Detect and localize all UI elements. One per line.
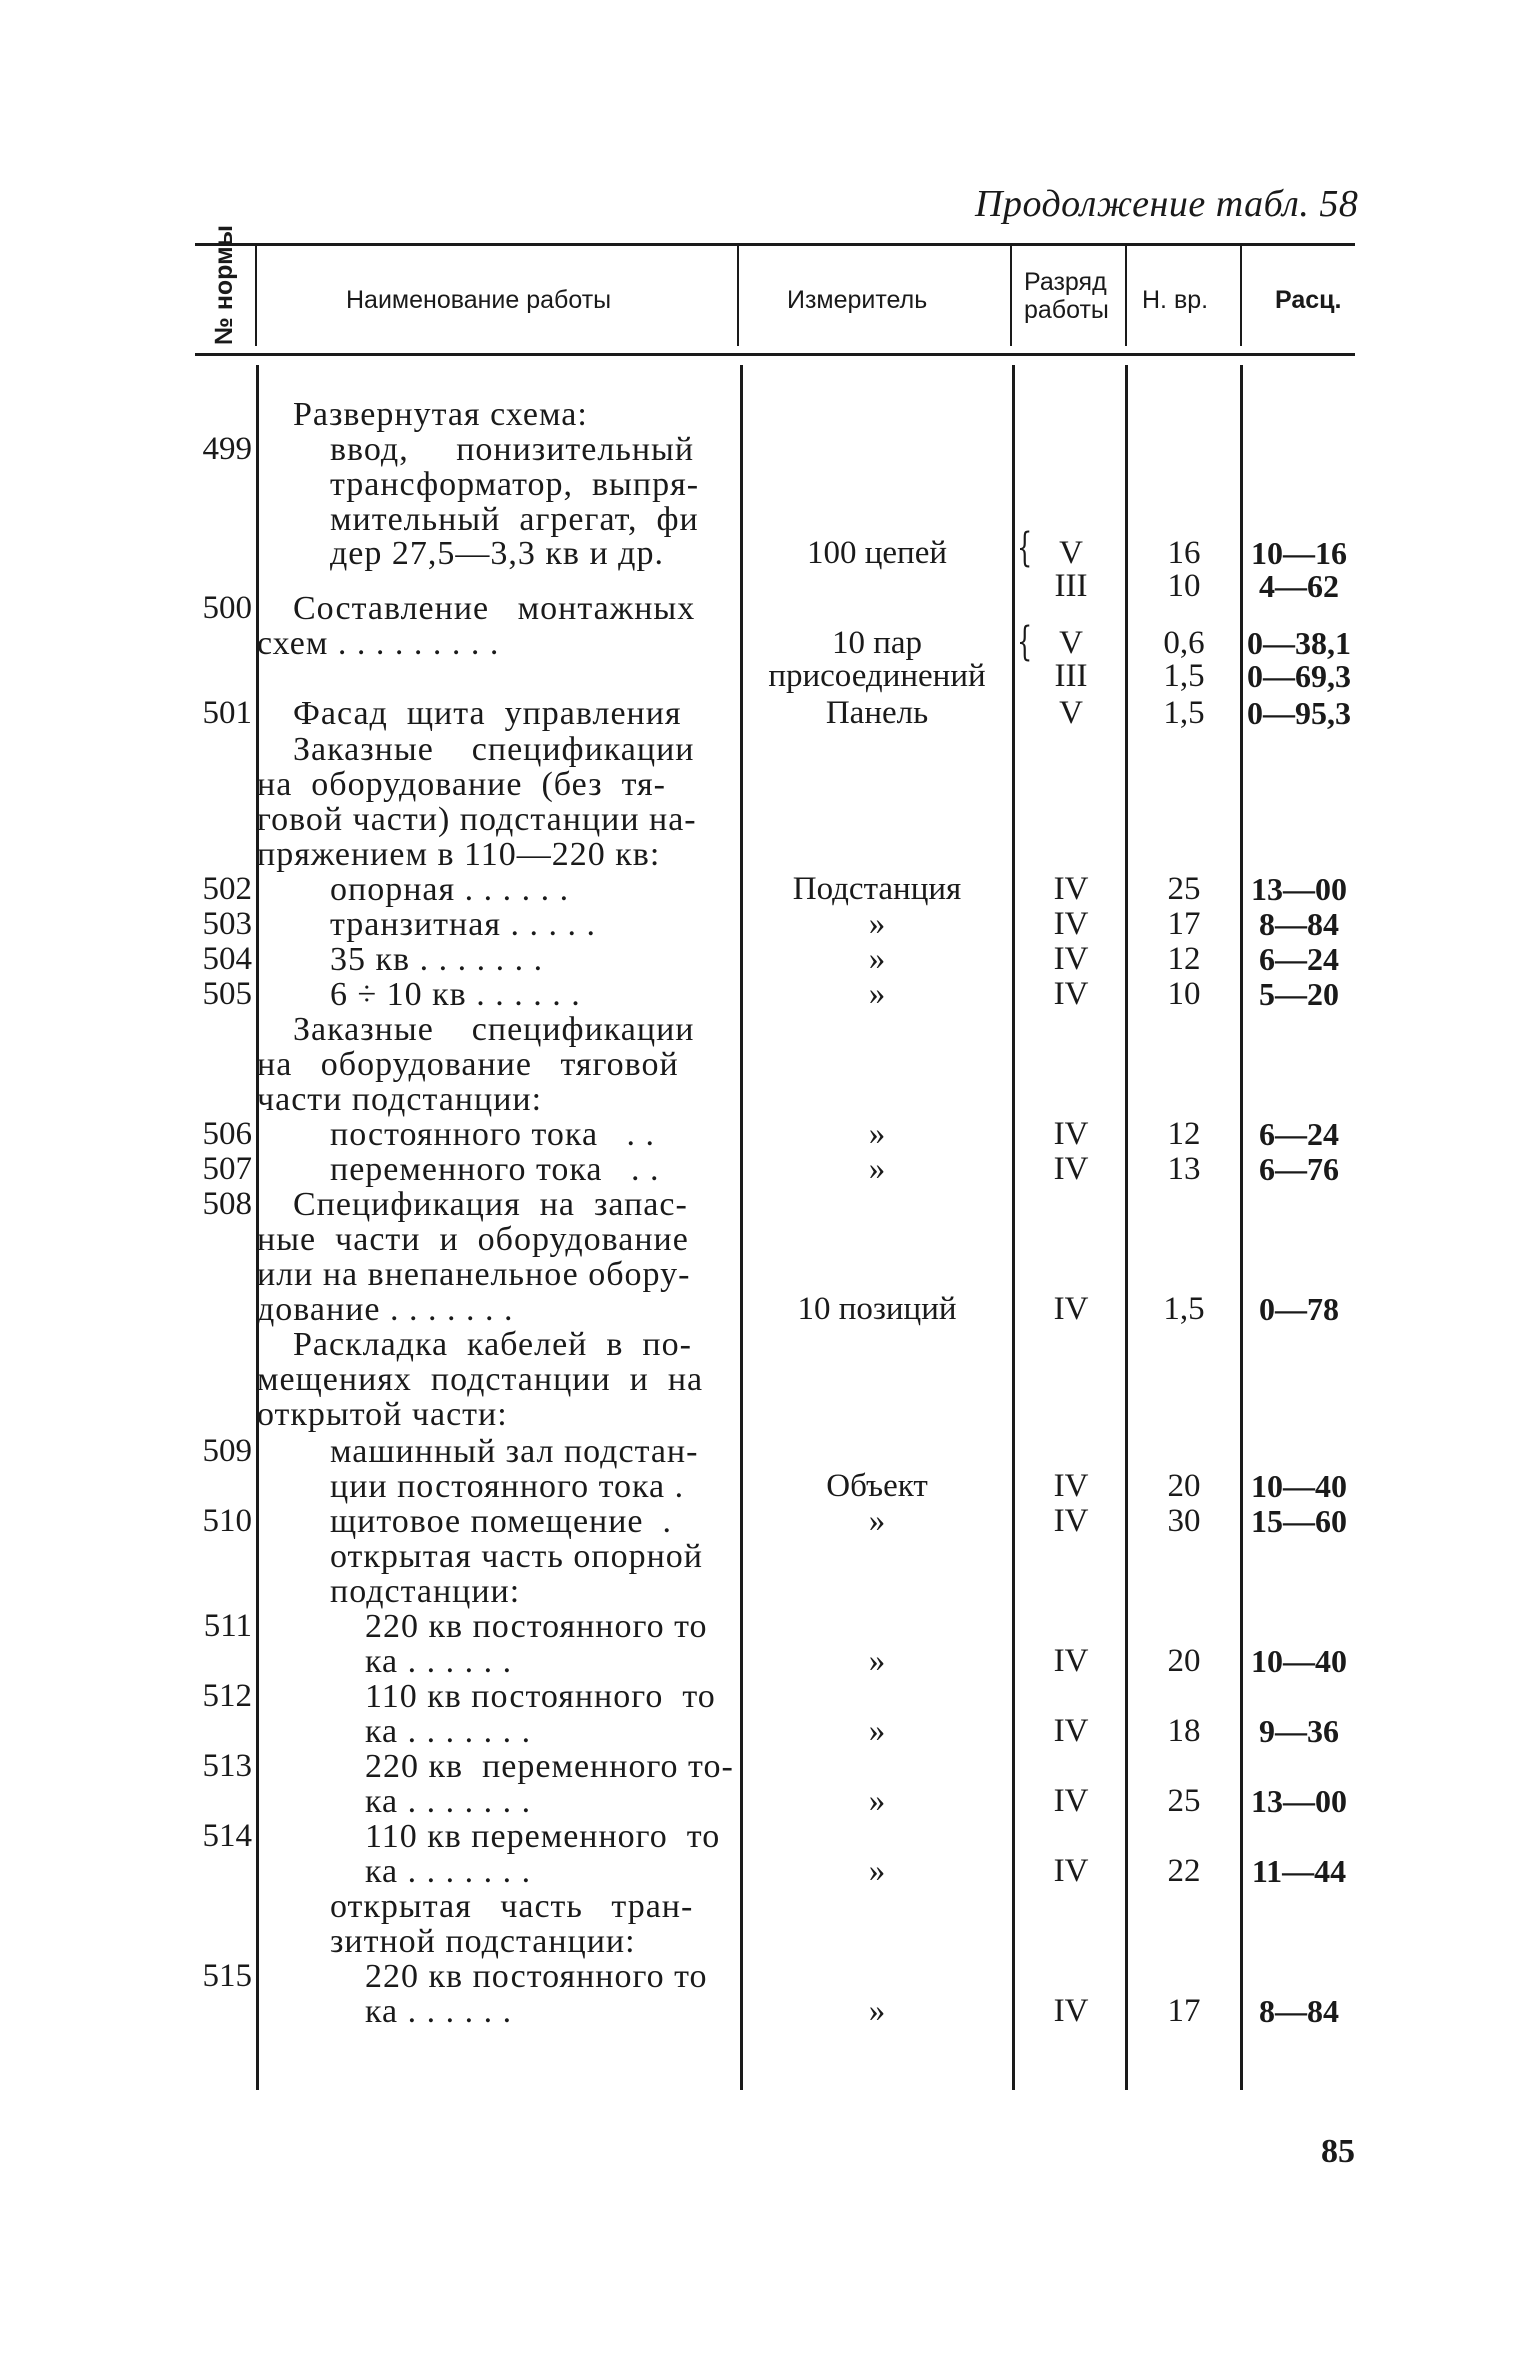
rate-cell: 15—60 <box>1251 1503 1347 1539</box>
grade-cell: V <box>1059 625 1083 661</box>
hours-cell: 10 <box>1167 976 1201 1012</box>
norm-number: 499 <box>202 431 252 467</box>
norm-number: 504 <box>202 941 252 977</box>
work-name-line: опорная . . . . . . <box>330 871 570 908</box>
body-sep <box>1012 365 1015 2090</box>
table-top-rule <box>195 243 1355 246</box>
work-name-line: открытой части: <box>257 1396 508 1433</box>
unit-cell: » <box>868 1993 886 2029</box>
work-name-line: ные части и оборудование <box>257 1221 689 1258</box>
hours-cell: 25 <box>1167 1783 1201 1819</box>
unit-cell: » <box>868 1116 886 1152</box>
norm-number: 511 <box>203 1608 252 1644</box>
work-name-line: Фасад щита управления <box>293 695 682 732</box>
norm-number: 503 <box>202 906 252 942</box>
grade-cell: IV <box>1053 1468 1089 1504</box>
unit-cell: » <box>868 1151 886 1187</box>
norm-number: 514 <box>202 1818 252 1854</box>
work-name-line: ка . . . . . . <box>365 1993 513 2030</box>
grade-brace: { <box>1017 525 1033 571</box>
work-name-line: 6 ÷ 10 кв . . . . . . <box>330 976 581 1013</box>
column-header-grade: Разряд <box>1024 268 1107 296</box>
work-name-line: зитной подстанции: <box>330 1923 636 1960</box>
hours-cell: 12 <box>1167 941 1201 977</box>
work-name-line: Раскладка кабелей в по- <box>293 1326 692 1363</box>
unit-cell: » <box>868 1503 886 1539</box>
body-sep <box>1240 365 1243 2090</box>
work-name-line: подстанции: <box>330 1573 521 1610</box>
rate-cell: 13—00 <box>1251 871 1347 907</box>
rate-cell: 8—84 <box>1259 1993 1339 2029</box>
grade-cell: IV <box>1053 871 1089 907</box>
header-sep <box>1240 246 1242 346</box>
grade-cell: V <box>1059 535 1083 571</box>
work-name-line: транзитная . . . . . <box>330 906 596 943</box>
work-name-line: Развернутая схема: <box>293 396 588 433</box>
hours-cell: 17 <box>1167 1993 1201 2029</box>
unit-cell: Подстанция <box>792 871 962 907</box>
norm-number: 508 <box>202 1186 252 1222</box>
work-name-line: трансформатор, выпря- <box>330 466 700 503</box>
unit-cell: 10 пар <box>831 625 923 661</box>
grade-cell: IV <box>1053 1116 1089 1152</box>
work-name-line: ка . . . . . . . <box>365 1783 532 1820</box>
hours-cell: 0,6 <box>1163 625 1205 661</box>
work-name-line: ка . . . . . . <box>365 1643 513 1680</box>
hours-cell: 1,5 <box>1163 695 1205 731</box>
hours-cell: 30 <box>1167 1503 1201 1539</box>
rate-cell: 0—78 <box>1259 1291 1339 1327</box>
continuation-caption: Продолжение табл. 58 <box>975 183 1359 225</box>
hours-cell: 1,5 <box>1163 1291 1205 1327</box>
rate-cell: 0—69,3 <box>1247 658 1351 694</box>
work-name-line: ввод, понизительный <box>330 431 695 468</box>
work-name-line: мещениях подстанции и на <box>257 1361 704 1398</box>
unit-cell: 10 позиций <box>797 1291 957 1327</box>
work-name-line: 220 кв постоянного то <box>365 1608 708 1645</box>
hours-cell: 20 <box>1167 1643 1201 1679</box>
work-name-line: постоянного тока . . <box>330 1116 656 1153</box>
norm-number: 512 <box>202 1678 252 1714</box>
unit-cell: » <box>868 1713 886 1749</box>
grade-cell: IV <box>1053 1151 1089 1187</box>
norm-number: 515 <box>202 1958 252 1994</box>
unit-cell: » <box>868 941 886 977</box>
work-name-line: открытая часть тран- <box>330 1888 694 1925</box>
header-bottom-rule <box>195 353 1355 356</box>
work-name-line: открытая часть опорной <box>330 1538 704 1575</box>
work-name-line: части подстанции: <box>257 1081 543 1118</box>
norm-number: 510 <box>202 1503 252 1539</box>
unit-cell: » <box>868 906 886 942</box>
norm-number: 506 <box>202 1116 252 1152</box>
column-header-number: № нормы <box>210 225 238 345</box>
grade-cell: IV <box>1053 1993 1089 2029</box>
norm-number: 507 <box>202 1151 252 1187</box>
unit-cell: 100 цепей <box>806 535 948 571</box>
work-name-line: дер 27,5—3,3 кв и др. <box>330 535 664 572</box>
work-name-line: ка . . . . . . . <box>365 1713 532 1750</box>
grade-cell: IV <box>1053 1713 1089 1749</box>
rate-cell: 8—84 <box>1259 906 1339 942</box>
hours-cell: 16 <box>1167 535 1201 571</box>
work-name-line: машинный зал подстан- <box>330 1433 699 1470</box>
norm-number: 513 <box>202 1748 252 1784</box>
rate-cell: 10—16 <box>1251 535 1347 571</box>
grade-cell: III <box>1054 658 1088 694</box>
rate-cell: 6—24 <box>1259 941 1339 977</box>
work-name-line: 110 кв постоянного то <box>365 1678 716 1715</box>
hours-cell: 17 <box>1167 906 1201 942</box>
hours-cell: 12 <box>1167 1116 1201 1152</box>
norm-number: 509 <box>202 1433 252 1469</box>
column-header-unit: Измеритель <box>787 286 928 314</box>
work-name-line: на оборудование (без тя- <box>257 766 666 803</box>
header-sep <box>1010 246 1012 346</box>
grade-cell: IV <box>1053 906 1089 942</box>
unit-cell: » <box>868 976 886 1012</box>
column-header-grade: работы <box>1024 296 1109 324</box>
grade-cell: IV <box>1053 1853 1089 1889</box>
hours-cell: 13 <box>1167 1151 1201 1187</box>
hours-cell: 20 <box>1167 1468 1201 1504</box>
norm-number: 501 <box>202 695 252 731</box>
work-name-line: Заказные спецификации <box>293 731 695 768</box>
unit-cell: Панель <box>825 695 929 731</box>
unit-cell: » <box>868 1783 886 1819</box>
work-name-line: Составление монтажных <box>293 590 696 627</box>
work-name-line: ка . . . . . . . <box>365 1853 532 1890</box>
page-number: 85 <box>1321 2133 1355 2170</box>
norm-number: 500 <box>202 590 252 626</box>
rate-cell: 0—38,1 <box>1247 625 1351 661</box>
header-sep <box>1125 246 1127 346</box>
header-sep <box>255 246 257 346</box>
column-header-rate: Расц. <box>1275 286 1342 314</box>
hours-cell: 18 <box>1167 1713 1201 1749</box>
grade-cell: IV <box>1053 1783 1089 1819</box>
work-name-line: или на внепанельное обору- <box>257 1256 691 1293</box>
work-name-line: 220 кв переменного то- <box>365 1748 734 1785</box>
grade-cell: V <box>1059 695 1083 731</box>
grade-cell: IV <box>1053 941 1089 977</box>
rate-cell: 6—24 <box>1259 1116 1339 1152</box>
work-name-line: Заказные спецификации <box>293 1011 695 1048</box>
grade-cell: III <box>1054 568 1088 604</box>
unit-cell: присоединений <box>768 658 986 694</box>
rate-cell: 5—20 <box>1259 976 1339 1012</box>
norm-number: 502 <box>202 871 252 907</box>
rate-cell: 10—40 <box>1251 1643 1347 1679</box>
work-name-line: ции постоянного тока . <box>330 1468 685 1505</box>
work-name-line: 220 кв постоянного то <box>365 1958 708 1995</box>
rate-cell: 4—62 <box>1259 568 1339 604</box>
grade-cell: IV <box>1053 976 1089 1012</box>
work-name-line: Спецификация на запас- <box>293 1186 688 1223</box>
body-sep <box>1125 365 1128 2090</box>
work-name-line: мительный агрегат, фи <box>330 501 699 538</box>
hours-cell: 1,5 <box>1163 658 1205 694</box>
work-name-line: схем . . . . . . . . . <box>257 625 500 662</box>
work-name-line: 35 кв . . . . . . . <box>330 941 544 978</box>
unit-cell: » <box>868 1643 886 1679</box>
norm-number: 505 <box>202 976 252 1012</box>
grade-cell: IV <box>1053 1291 1089 1327</box>
hours-cell: 10 <box>1167 568 1201 604</box>
rate-cell: 11—44 <box>1251 1853 1347 1889</box>
hours-cell: 22 <box>1167 1853 1201 1889</box>
unit-cell: Объект <box>826 1468 928 1504</box>
body-sep <box>740 365 743 2090</box>
header-sep <box>737 246 739 346</box>
work-name-line: говой части) подстанции на- <box>257 801 697 838</box>
column-header-name: Наименование работы <box>346 286 612 314</box>
work-name-line: переменного тока . . <box>330 1151 660 1188</box>
work-name-line: дование . . . . . . . <box>257 1291 514 1328</box>
work-name-line: на оборудование тяговой <box>257 1046 679 1083</box>
column-header-hours: Н. вр. <box>1142 286 1209 314</box>
rate-cell: 10—40 <box>1251 1468 1347 1504</box>
rate-cell: 13—00 <box>1251 1783 1347 1819</box>
grade-cell: IV <box>1053 1643 1089 1679</box>
rate-cell: 0—95,3 <box>1247 695 1351 731</box>
hours-cell: 25 <box>1167 871 1201 907</box>
work-name-line: 110 кв переменного то <box>365 1818 721 1855</box>
grade-brace: { <box>1017 619 1033 665</box>
rate-cell: 6—76 <box>1259 1151 1339 1187</box>
rate-cell: 9—36 <box>1259 1713 1339 1749</box>
work-name-line: пряжением в 110—220 кв: <box>257 836 661 873</box>
work-name-line: щитовое помещение . <box>330 1503 673 1540</box>
grade-cell: IV <box>1053 1503 1089 1539</box>
unit-cell: » <box>868 1853 886 1889</box>
